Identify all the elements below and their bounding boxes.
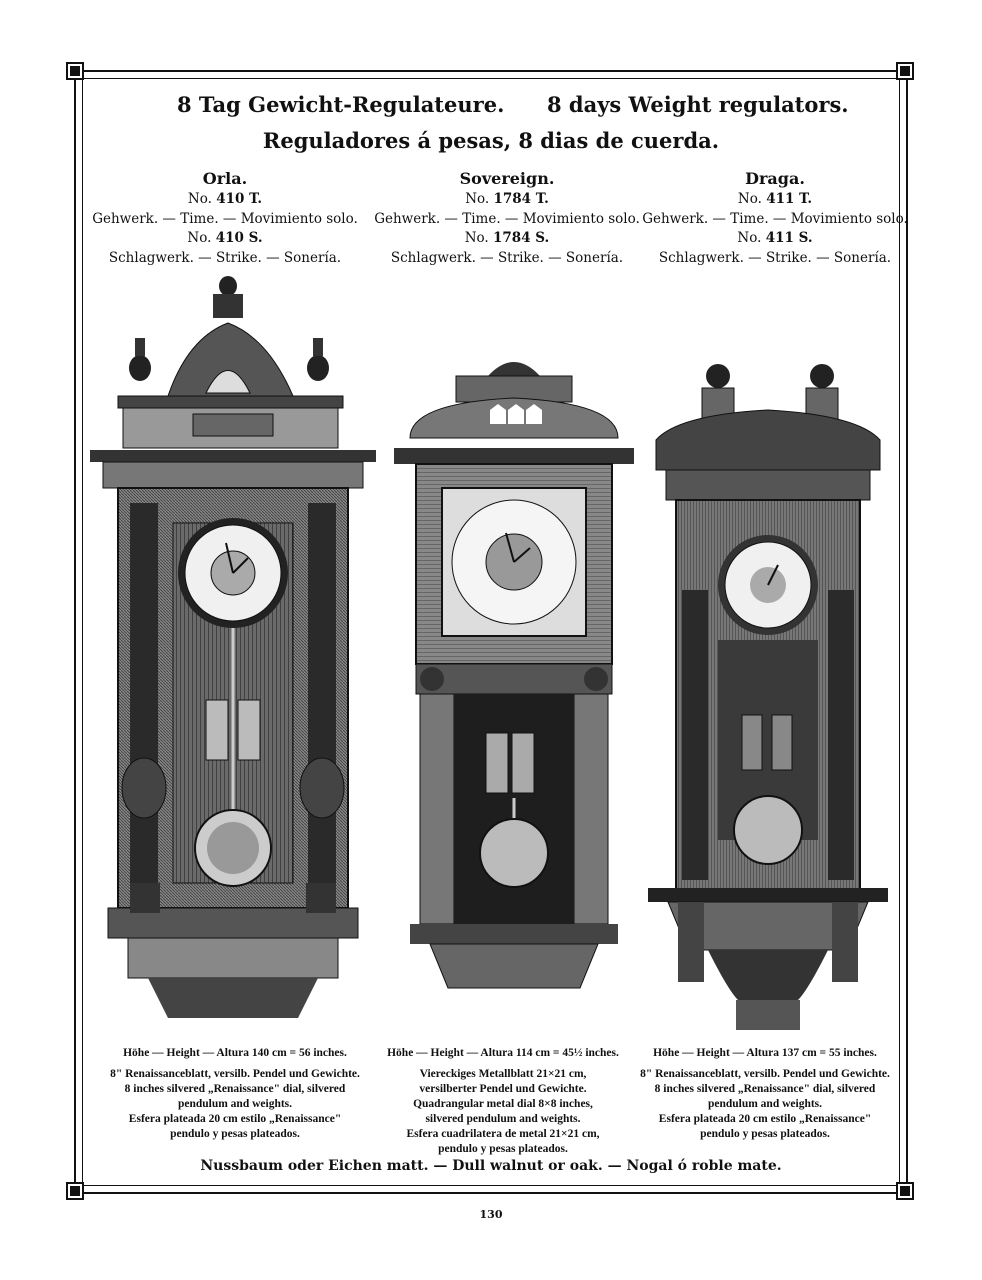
movement-strike: Schlagwerk. — Strike. — Sonería. [390,249,624,266]
clock-name: Sovereign. [459,169,555,188]
movement-time: Gehwerk. — Time. — Movimiento solo. [374,210,640,227]
description-line: pendulo y pesas plateados. [700,1128,830,1140]
description-line: Esfera plateada 20 cm estilo „Renaissance" [658,1113,872,1125]
material-note: Nussbaum oder Eichen matt. — Dull walnut or oak. — Nogal ó roble mate. [200,1158,782,1174]
clock-header-sovereign [372,168,642,268]
movement-time: Gehwerk. — Time. — Movimiento solo. [92,210,358,227]
description-line: 8" Renaissanceblatt, versilb. Pendel und Gewichte. [110,1068,360,1080]
description-line: silvered pendulum and weights. [425,1113,581,1125]
clock-illustration-sovereign [390,348,638,990]
frame-corner-ornament [898,1184,912,1198]
height-spec: Höhe — Height — Altura 114 cm = 45½ inches. [387,1047,619,1059]
description-line: pendulo y pesas plateados. [438,1143,568,1155]
height-spec: Höhe — Height — Altura 140 cm = 56 inches. [123,1047,347,1059]
clock-header-draga [640,168,910,268]
description-line: Esfera cuadrilatera de metal 21×21 cm, [406,1128,600,1140]
frame-corner-ornament [68,64,82,78]
description-line: 8" Renaissanceblatt, versilb. Pendel und Gewichte. [640,1068,890,1080]
description-line: 8 inches silvered „Renaissance" dial, silvered [654,1083,876,1095]
description-line: 8 inches silvered „Renaissance" dial, silvered [124,1083,346,1095]
model-number-time: No. 411 T. [737,191,813,207]
model-number-time: No. 1784 T. [465,191,549,207]
height-spec: Höhe — Height — Altura 137 cm = 55 inches. [653,1047,877,1059]
description-line: pendulo y pesas plateados. [170,1128,300,1140]
clock-header-orla [90,168,360,268]
model-number-strike: No. 411 S. [737,230,813,246]
title-german: 8 Tag Gewicht-Regulateure. [177,92,505,117]
description-line: Esfera plateada 20 cm estilo „Renaissance" [128,1113,342,1125]
description-line: Viereckiges Metallblatt 21×21 cm, [419,1068,587,1080]
title-english: 8 days Weight regulators. [547,92,849,117]
clock-name: Draga. [745,169,805,188]
model-number-strike: No. 1784 S. [464,230,550,246]
clock-illustration-draga [648,360,888,1040]
clock-name: Orla. [202,169,248,188]
clock-illustration-orla [88,268,378,1020]
clock-spec-draga [630,1046,900,1142]
model-number-strike: No. 410 S. [187,230,263,246]
description-line: pendulum and weights. [177,1098,293,1110]
description-line: versilberter Pendel und Gewichte. [419,1083,587,1095]
movement-strike: Schlagwerk. — Strike. — Sonería. [108,249,342,266]
clock-spec-sovereign [368,1046,638,1157]
frame-corner-ornament [68,1184,82,1198]
description-line: pendulum and weights. [707,1098,823,1110]
model-number-time: No. 410 T. [187,191,263,207]
page-number: 130 [479,1208,503,1221]
title-spanish: Reguladores á pesas, 8 dias de cuerda. [262,128,720,153]
movement-time: Gehwerk. — Time. — Movimiento solo. [642,210,908,227]
frame-corner-ornament [898,64,912,78]
description-line: Quadrangular metal dial 8×8 inches, [413,1098,593,1110]
clock-spec-orla [100,1046,370,1142]
movement-strike: Schlagwerk. — Strike. — Sonería. [658,249,892,266]
